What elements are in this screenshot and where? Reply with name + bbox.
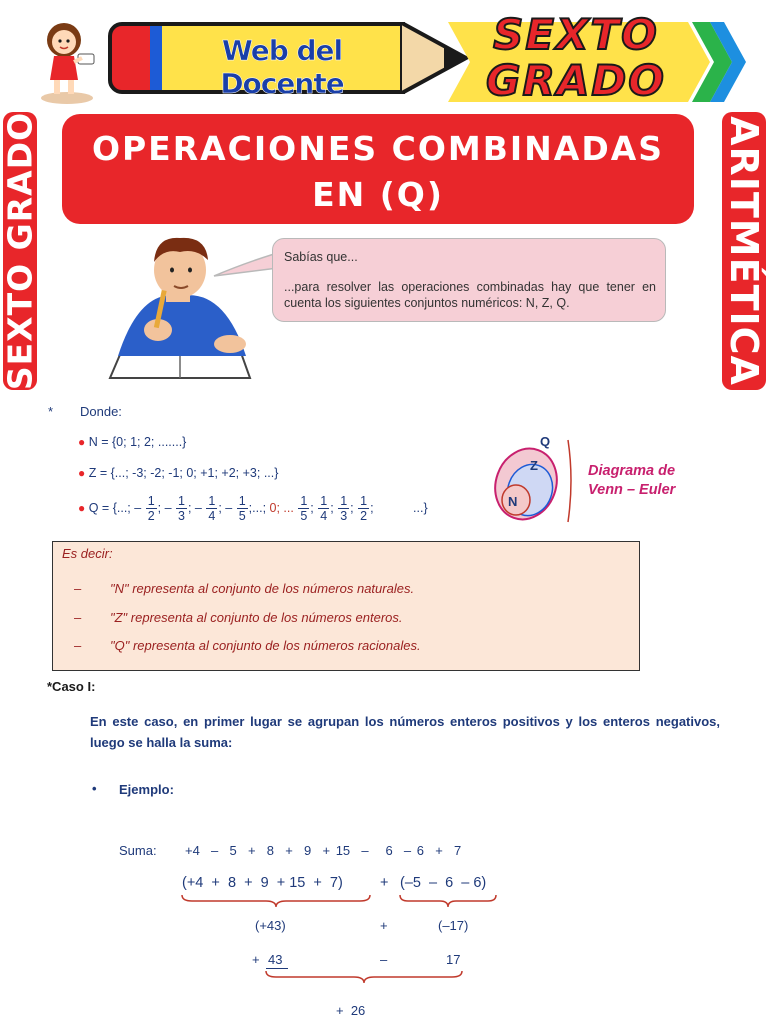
partial-negative: (–17)	[438, 918, 469, 933]
venn-label-q: Q	[540, 434, 551, 449]
fraction-separator: ; –	[157, 500, 172, 515]
step-minus: –	[380, 952, 388, 967]
caso-description: En este caso, en primer lugar se agrupan los números enteros positivos y los enteros negativos, luego se halla la suma:	[90, 714, 720, 750]
brace-negative	[398, 894, 498, 908]
grouped-negative: (–5 – 6 – 6)	[400, 875, 487, 891]
fraction-separator: ;	[330, 500, 334, 515]
step-17: 17	[446, 952, 461, 967]
set-q-suffix: ...}	[413, 500, 428, 515]
venn-caption-line-1: Diagrama de	[588, 463, 676, 479]
suma-expression: +4 – 5 + 8 + 9 + 15 – 6 – 6 + 7	[185, 843, 462, 858]
fraction: $\frac{1}{3}$	[178, 494, 185, 523]
side-banner-right-text: ARITMÉTICA	[722, 116, 766, 386]
venn-diagram	[486, 432, 582, 528]
page-title	[62, 126, 694, 218]
fraction-separator: ;	[370, 500, 374, 515]
fraction: $\frac{1}{2}$	[147, 494, 155, 523]
brace-positive	[180, 894, 372, 908]
result: + 26	[336, 1003, 366, 1018]
dash-marker: –	[74, 610, 82, 625]
bullet-dot-icon: ●	[78, 500, 86, 515]
venn-label-z: Z	[530, 458, 538, 473]
title-line-2: EN (Q)	[312, 175, 444, 214]
badge-sexto: SEXTO	[493, 10, 659, 59]
bubble-heading: Sabías que...	[284, 250, 358, 264]
side-banner-left	[0, 111, 40, 391]
set-n: N = {0; 1; 2; .......}	[88, 435, 187, 449]
set-z-line	[78, 466, 278, 480]
fraction: $\frac{1}{2}$	[360, 494, 368, 523]
underline-43	[266, 968, 288, 969]
set-q-prefix: Q = {...; –	[88, 500, 142, 515]
brace-result	[264, 970, 464, 984]
brand-logo: Web del Docente	[220, 34, 344, 100]
grouped-positive: (+4 + 8 + 9 + 15 + 7)	[182, 875, 343, 891]
fraction-separator: ; –	[187, 500, 202, 515]
fraction-separator: ;...;	[248, 500, 267, 515]
ejemplo-label: Ejemplo:	[119, 782, 174, 797]
fraction: $\frac{1}{5}$	[238, 494, 246, 523]
venn-caption-line-2: Venn – Euler	[588, 482, 676, 498]
es-decir-item: "Q" representa al conjunto de los números racionales.	[110, 638, 421, 653]
fraction: $\frac{1}{4}$	[208, 494, 216, 523]
set-q-zero: 0; ...	[269, 500, 294, 515]
step-43: 43	[268, 952, 283, 967]
title-line-1: OPERACIONES COMBINADAS	[91, 129, 665, 168]
bubble-text: ...para resolver las operaciones combinadas hay que tener en cuenta los siguientes conjuntos numéricos: N, Z, Q.	[284, 280, 656, 310]
venn-caption	[588, 462, 675, 500]
step-plus: +	[252, 952, 260, 967]
caso-label: *Caso I:	[47, 679, 96, 694]
side-banner-right	[722, 112, 766, 390]
teacher-mascot-icon	[34, 14, 100, 104]
suma-label: Suma:	[119, 843, 157, 858]
fraction: $\frac{1}{5}$	[300, 494, 308, 523]
set-z: Z = {...; -3; -2; -1; 0; +1; +2; +3; ...}	[88, 466, 279, 480]
es-decir-item: "N" representa al conjunto de los números naturales.	[110, 581, 415, 596]
badge-grado: GRADO	[486, 56, 666, 105]
bullet-dot-icon: ●	[78, 435, 86, 449]
fraction-separator: ; –	[218, 500, 233, 515]
dash-marker: –	[74, 638, 82, 653]
bullet-dot-icon: ●	[78, 466, 86, 480]
es-decir-title: Es decir:	[62, 546, 113, 561]
donde-marker: *	[48, 404, 54, 419]
set-q-line	[78, 494, 428, 523]
dash-marker: –	[74, 581, 82, 596]
set-n-line	[78, 435, 186, 449]
partial-plus: +	[380, 918, 388, 933]
side-banner-left-text: SEXTO GRADO	[0, 111, 40, 391]
pencil-band-shape	[150, 22, 162, 94]
venn-label-n: N	[508, 494, 518, 509]
es-decir-item: "Z" representa al conjunto de los números enteros.	[110, 610, 403, 625]
grouped-plus: +	[380, 875, 389, 891]
fraction-separator: ;	[350, 500, 354, 515]
fraction: $\frac{1}{3}$	[340, 494, 348, 523]
donde-label: Donde:	[80, 404, 122, 419]
partial-positive: (+43)	[255, 918, 286, 933]
fraction: $\frac{1}{4}$	[320, 494, 328, 523]
fraction-separator: ;	[310, 500, 314, 515]
ejemplo-bullet: •	[92, 781, 97, 796]
